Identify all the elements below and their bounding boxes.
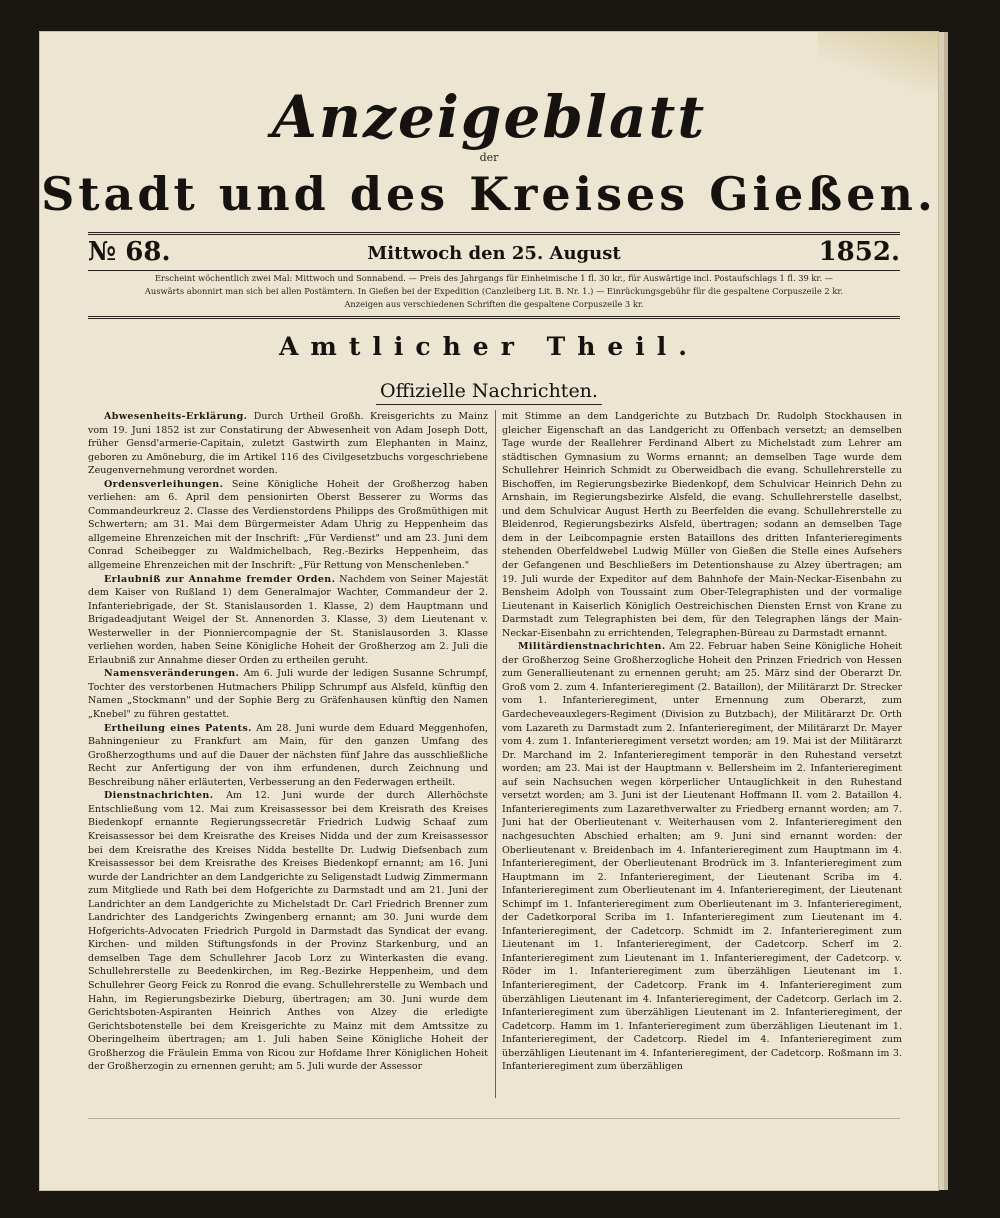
article-paragraph <box>502 640 902 1074</box>
article-heading: Militärdienstnachrichten. <box>518 641 666 653</box>
subscription-line: Auswärts abonnirt man sich bei allen Postämtern. In Gießen bei der Expedition (Canzleiberg Lit. B. Nr. 1.) — Einrückungsgebühr für die gespaltene Corpuszeile 2 kr. <box>144 286 844 296</box>
section-subtitle-text: Offizielle Nachrichten. <box>376 380 602 405</box>
article-paragraph <box>88 789 488 1073</box>
article-heading: Abwesenheits-Erklärung. <box>104 411 248 422</box>
article-paragraph <box>88 478 488 573</box>
issue-year: 1852. <box>818 237 900 267</box>
left-column <box>88 410 488 1110</box>
issue-date: Mittwoch den 25. August <box>367 243 621 264</box>
section-subtitle <box>40 380 938 402</box>
article-paragraph <box>88 573 488 668</box>
subscription-info <box>88 272 900 311</box>
article-heading: Ertheilung eines Patents. <box>104 722 252 734</box>
article-text: Nachdem von Seiner Majestät dem Kaiser von Rußland 1) dem Generalmajor Wachter, Commandeur der 2. Infanteriebrigade, der St. Stanislausorden 1. Klasse, 2) dem Hauptmann und Brigadeadjutant Weigel der St. Annenorden 3. Klasse, 3) dem Lieutenant v. Westerweller in der Pionniercompagnie der St. Stanislausorden 3. Klasse verliehen worden, haben Seine Königliche Hoheit der Großherzog am 2. Juli die Erlaubniß zur Annahme dieser Orden zu ertheilen geruht. <box>88 573 488 666</box>
article-text: Am 22. Februar haben Seine Königliche Hoheit der Großherzog Seine Großherzogliche Hoheit den Prinzen Friedrich von Hessen zum Generallieutenant zu ernennen geruht; am 25. März sind der Oberarzt Dr. Groß vom 2. zum 4. Infanterieregiment (2. Bataillon), der Militärarzt Dr. Strecker vom 1. Infanterieregiment, unter Ernennung zum Oberarzt, zum Gardecheveauxlegers-Regiment (Division zu Butzbach), der Militärarzt Dr. Orth vom Lazareth zu Darmstadt zum 2. Infanterieregiment, der Militärarzt Dr. Mayer vom 4. zum 1. Infanterieregiment versetzt worden; am 19. Mai ist der Militärarzt Dr. Marchand im 2. Infanterieregiment temporär in den Ruhestand versetzt worden; am 23. Mai ist der Hauptmann v. Bellersheim im 2. Infanterieregiment auf sein Nachsuchen wegen körperlicher Untauglichkeit in den Ruhestand versetzt worden; am 3. Juni ist der Lieutenant Hoffmann II. vom 2. Bataillon 4. Infanterieregiments zum Lazarethverwalter zu Friedberg ernannt worden; am 7. Juni hat der Oberlieutenant v. Weiterhausen vom 2. Infanterieregiment den nachgesuchten Abschied erhalten; am 9. Juni sind ernannt worden: der Oberlieutenant v. Breidenbach im 4. Infanterieregiment zum Hauptmann im 4. Infanterieregiment, der Oberlieutenant Brodrück im 3. Infanterieregiment zum Hauptmann im 2. Infanterieregiment, der Lieutenant Scriba im 4. Infanterieregiment zum Oberlieutenant im 4. Infanterieregiment, der Lieutenant Schimpf im 1. Infanterieregiment zum Oberlieutenant im 3. Infanterieregiment, der Cadetkorporal Scriba im 1. Infanterieregiment zum Lieutenant im 4. Infanterieregiment, der Cadetcorp. Schmidt im 2. Infanterieregiment zum Lieutenant im 1. Infanterieregiment, der Cadetcorp. Scherf im 2. Infanterieregiment zum Lieutenant im 1. Infanterieregiment, der Cadetcorp. v. Röder im 1. Infanterieregiment zum überzähligen Lieutenant im 1. Infanterieregiment, der Cadetcorp. Frank im 4. Infanterieregiment zum überzähligen Lieutenant im 4. Infanterieregiment, der Cadetcorp. Gerlach im 2. Infanterieregiment zum überzähligen Lieutenant im 2. Infanterieregiment, der Cadetcorp. Hamm im 1. Infanterieregiment zum überzähligen Lieutenant im 1. Infanterieregiment, der Cadetcorp. Riedel im 4. Infanterieregiment zum überzähligen Lieutenant im 4. Infanterieregiment, der Cadetcorp. Roßmann im 3. Infanterieregiment zum überzähligen <box>502 641 902 1073</box>
masthead-rule <box>88 232 900 235</box>
subscription-line: Anzeigen aus verschiedenen Schriften die gespaltene Corpuszeile 3 kr. <box>344 299 644 309</box>
masthead-der: der <box>479 151 499 164</box>
right-column <box>502 410 902 1110</box>
article-text: Am 12. Juni wurde der durch Allerhöchste Entschließung vom 12. Mai zum Kreisassessor bei dem Kreisrath des Kreises Biedenkopf ernannte Regierungssecretär Friedrich Ludwig Schaaf zum Kreisassessor bei dem Kreisrathe des Kreises Nidda und der zum Kreisassessor bei dem Kreisrathe des Kreises Nidda bestellte Dr. Ludwig Diefsenbach zum Kreisassessor bei dem Kreisrathe des Kreises Biedenkopf ernannt; am 16. Juni wurde der Landrichter an dem Landgerichte zu Seligenstadt Ludwig Zimmermann zum Mitgliede und Rath bei dem Hofgerichte zu Darmstadt und am 21. Juni der Landrichter an dem Landgerichte zu Michelstadt Dr. Carl Friedrich Brenner zum Landrichter des Landgerichts Zwingenberg ernannt; am 30. Juni wurde dem Hofgerichts-Advocaten Friedrich Purgold in Darmstadt das Syndicat der evang. Kirchen- und milden Stiftungsfonds in der Provinz Starkenburg, und an demselben Tage dem Schullehrer Jacob Lorz zu Winterkasten die evang. Schullehrerstelle zu Beedenkirchen, im Reg.-Bezirke Heppenheim, und dem Schullehrer Georg Feick zu Ronrod die evang. Schullehrerstelle zu Wembach und Hahn, im Regierungsbezirke Dieburg, übertragen; am 30. Juni wurde dem Gerichtsboten-Aspiranten Heinrich Anthes von Alzey die erledigte Gerichtsbotenstelle bei dem Kreisgerichte zu Mainz mit dem Amtssitze zu Oberingelheim übertragen; am 1. Juli haben Seine Königliche Hoheit der Großherzog die Fräulein Emma von Ricou zur Hofdame Ihrer Königlichen Hoheit der Großherzogin zu ernennen geruht; am 5. Juli wurde der Assessor <box>88 790 488 1073</box>
article-paragraph <box>88 410 488 478</box>
newspaper-subtitle: Stadt und des Kreises Gießen. <box>41 167 937 221</box>
masthead <box>40 82 938 224</box>
issue-rule <box>88 270 900 271</box>
subscription-line: Erscheint wöchentlich zwei Mal: Mittwoch und Sonnabend. — Preis des Jahrgangs für Einheimische 1 fl. 30 kr., für Auswärtige incl. Postaufschlags 1 fl. 39 kr. — <box>154 273 834 283</box>
section-title: Amtlicher Theil. <box>279 332 699 361</box>
newspaper-page <box>40 32 938 1190</box>
column-divider <box>495 410 496 1098</box>
article-heading: Namensveränderungen. <box>104 668 240 680</box>
issue-line <box>88 237 900 269</box>
article-text: Am 6. Juli wurde der ledigen Susanne Schrumpf, Tochter des verstorbenen Hutmachers Philipp Schrumpf aus Alsfeld, künftig den Namen „Stockmann" und der Sophie Berg zu Gräfenhausen künftig den Namen „Knebel" zu führen gestattet. <box>88 668 488 721</box>
article-text: Am 28. Juni wurde dem Eduard Meggenhofen, Bahningenieur zu Frankfurt am Main, für den ganzen Umfang des Großherzogthums und auf die Dauer der nächsten fünf Jahre das ausschließliche Recht zur Anfertigung der von ihm erfundenen, durch Zeichnung und Beschreibung näher erläuterten, Verbesserung an den Federwagen ertheilt. <box>88 722 488 788</box>
subscription-rule <box>88 316 900 319</box>
article-heading: Erlaubniß zur Annahme fremder Orden. <box>104 573 336 585</box>
article-heading: Dienstnachrichten. <box>104 790 214 802</box>
bottom-rule <box>88 1118 900 1119</box>
article-paragraph <box>502 410 902 640</box>
issue-number: № 68. <box>88 237 171 267</box>
article-text: mit Stimme an dem Landgerichte zu Butzbach Dr. Rudolph Stockhausen in gleicher Eigenschaft an das Landgericht zu Offenbach versetzt; an demselben Tage wurde der Reallehrer Ferdinand Albert zu Michelstadt zum Lehrer am städtischen Gymnasium zu Worms ernannt; an demselben Tage wurde dem Schullehrer Heinrich Schmidt zu Oberweidbach die evang. Schullehrerstelle zu Bischoffen, im Regierungsbezirke Biedenkopf, dem Schulvicar Heinrich Dehn zu Arnshain, im Regierungsbezirke Alsfeld, die evang. Schullehrerstelle daselbst, und dem Schulvicar August Herth zu Beerfelden die evang. Schullehrerstelle zu Bleidenrod, Regierungsbezirks Alsfeld, übertragen; sodann an demselben Tage dem in der Leibcompagnie ersten Bataillons des dritten Infanterieregiments stehenden Oberfeldwebel Ludwig Müller von Gießen die Stelle eines Aufsehers der Gefangenen und Beschließers im Detentionshause zu Alzey übertragen; am 19. Juli wurde der Expeditor auf dem Bahnhofe der Main-Neckar-Eisenbahn zu Bensheim Adolph von Toussaint zum Ober-Telegraphisten und der vormalige Lieutenant in Kaiserlich Königlich Oestreichischen Diensten Ernst von Krane zu Darmstadt zum Telegraphisten bei dem, für den Telegraphen längs der Main-Neckar-Eisenbahn zu errichtenden, Telegraphen-Büreau zu Darmstadt ernannt. <box>502 411 902 639</box>
article-text: Seine Königliche Hoheit der Großherzog haben verliehen: am 6. April dem pensionirten Oberst Besserer zu Worms das Commandeurkreuz 2. Classe des Verdienstordens Philipps des Großmüthigen mit Schwertern; am 31. Mai dem Bürgermeister Adam Uhrig zu Heppenheim das allgemeine Ehrenzeichen mit der Inschrift: „Für Verdienst" und am 23. Juni dem Conrad Scheibegger zu Waldmichelbach, Reg.-Bezirks Heppenheim, das allgemeine Ehrenzeichen mit der Inschrift: „Für Rettung von Menschenleben." <box>88 478 488 572</box>
article-paragraph <box>88 667 488 721</box>
article-heading: Ordensverleihungen. <box>104 478 224 490</box>
article-text: Durch Urtheil Großh. Kreisgerichts zu Mainz vom 19. Juni 1852 ist zur Constatirung der Abwesenheit von Adam Joseph Dott, früher Gensd'armerie-Capitain, zuletzt Gastwirth zum Elephanten in Mainz, geboren zu Amöneburg, die im Artikel 116 des Civilgesetzbuchs vorgeschriebene Zeugenvernehmung verordnet worden. <box>88 411 488 477</box>
newspaper-title: Anzeigeblatt <box>271 83 707 151</box>
article-paragraph <box>88 722 488 790</box>
